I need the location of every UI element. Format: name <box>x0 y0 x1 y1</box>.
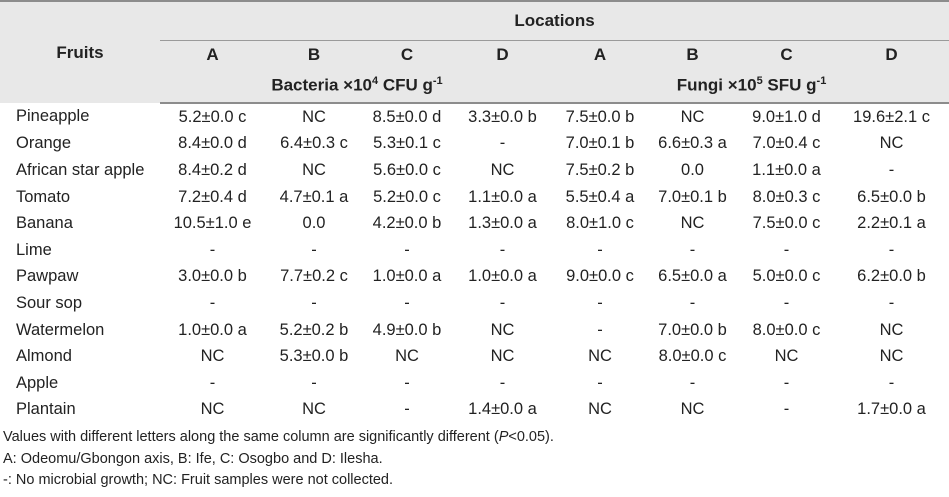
bacteria-value-cell: NC <box>200 347 225 366</box>
fungi-value-cell: 9.0±1.0 d <box>752 107 821 126</box>
bacteria-value-cell: 3.3±0.0 b <box>468 107 537 126</box>
fungi-value-cell: 7.5±0.0 c <box>752 214 821 233</box>
fungi-value-cell: - <box>597 373 603 392</box>
bacteria-value-cell: NC <box>200 400 225 419</box>
bacteria-value-cell: - <box>499 134 506 153</box>
fungi-value-cell: 7.5±0.2 b <box>565 160 635 179</box>
bacteria-value-cell: NC <box>302 160 326 179</box>
fungi-value-cell: 7.0±0.0 b <box>658 320 727 339</box>
bacteria-value-cell: 7.2±0.4 d <box>178 187 247 206</box>
bacteria-value-cell: 8.5±0.0 d <box>372 107 442 126</box>
col-header-fungi-d: D <box>834 41 949 69</box>
bacteria-value-cell: - <box>404 373 410 392</box>
fungi-value-cell: - <box>597 293 603 312</box>
fungi-value-cell: - <box>888 240 895 259</box>
fungi-value-cell: NC <box>879 320 904 339</box>
fungi-value-cell: - <box>689 240 696 259</box>
bacteria-value-cell: 3.0±0.0 b <box>178 267 247 286</box>
bacteria-value-cell: 4.2±0.0 b <box>372 214 442 233</box>
locations-header: Locations <box>160 1 949 41</box>
bacteria-value-cell: - <box>311 293 317 312</box>
table-row <box>0 210 949 237</box>
bacteria-value-cell: 4.9±0.0 b <box>372 320 442 339</box>
bacteria-value-cell: 8.4±0.0 d <box>178 134 247 153</box>
bacteria-group-header: Bacteria $\times 10^4$ CFU $g^{-1}$ <box>160 68 554 103</box>
table-row <box>0 317 949 344</box>
col-header-bacteria-a: A <box>160 41 265 69</box>
bacteria-value-cell: - <box>499 373 506 392</box>
bacteria-value-cell: 7.7±0.2 c <box>280 267 348 286</box>
bacteria-value-cell: - <box>209 373 216 392</box>
fungi-value-cell: - <box>888 373 895 392</box>
col-header-bacteria-c: C <box>363 41 451 69</box>
fruit-name-cell: Plantain <box>16 400 76 419</box>
fruit-name-cell: Banana <box>16 214 73 233</box>
fungi-value-cell: - <box>783 400 790 419</box>
fungi-value-cell: NC <box>680 214 705 233</box>
bacteria-value-cell: NC <box>490 347 515 366</box>
fungi-value-cell: - <box>783 240 790 259</box>
footnote-significance: Values with different letters along the same column are significantly different (P<0.05). <box>3 429 554 445</box>
fungi-value-cell: NC <box>680 107 705 126</box>
fungi-value-cell: 7.0±0.1 b <box>565 134 635 153</box>
fungi-value-cell: 19.6±2.1 c <box>853 107 930 126</box>
fruit-name-cell: Orange <box>16 134 72 153</box>
bacteria-value-cell: 5.3±0.1 c <box>373 134 441 153</box>
col-header-fungi-a: A <box>554 41 646 69</box>
bacteria-value-cell: NC <box>395 347 419 366</box>
bacteria-value-cell: NC <box>302 400 326 419</box>
fungi-value-cell: 8.0±1.0 c <box>566 214 634 233</box>
col-header-fungi-c: C <box>739 41 834 69</box>
bacteria-value-cell: 10.5±1.0 e <box>173 214 252 233</box>
table-row <box>0 264 949 291</box>
bacteria-value-cell: 0.0 <box>302 214 326 233</box>
table-row <box>0 290 949 317</box>
bacteria-value-cell: NC <box>490 320 515 339</box>
bacteria-value-cell: 5.2±0.0 c <box>373 187 441 206</box>
fruit-name-cell: Almond <box>16 347 72 366</box>
fruits-header: Fruits <box>0 1 160 103</box>
fruit-name-cell: Pineapple <box>16 107 90 126</box>
fruit-name-cell: Sour sop <box>16 293 83 312</box>
bacteria-value-cell: 1.1±0.0 a <box>468 187 537 206</box>
table-row <box>0 131 949 158</box>
fungi-value-cell: 7.0±0.4 c <box>752 134 821 153</box>
bacteria-value-cell: 5.3±0.0 b <box>279 347 349 366</box>
fungi-value-cell: 8.0±0.0 c <box>752 320 821 339</box>
table-row <box>0 237 949 264</box>
bacteria-value-cell: - <box>311 373 317 392</box>
bacteria-value-cell: NC <box>302 107 326 126</box>
bacteria-value-cell: 1.0±0.0 a <box>468 267 537 286</box>
fungi-value-cell: 8.0±0.3 c <box>752 187 821 206</box>
bacteria-value-cell: 5.2±0.2 b <box>279 320 349 339</box>
table-row <box>0 343 949 370</box>
col-header-fungi-b: B <box>646 41 739 69</box>
bacteria-value-cell: 1.0±0.0 a <box>178 320 247 339</box>
fungi-value-cell: 6.5±0.0 a <box>658 267 727 286</box>
fungi-value-cell: NC <box>588 400 612 419</box>
bacteria-value-cell: 5.2±0.0 c <box>178 107 247 126</box>
bacteria-value-cell: - <box>499 240 506 259</box>
fungi-value-cell: - <box>689 293 696 312</box>
fungi-value-cell: 1.1±0.0 a <box>752 160 821 179</box>
table-footnotes <box>3 427 554 492</box>
bacteria-value-cell: 4.7±0.1 a <box>279 187 349 206</box>
bacteria-value-cell: 1.4±0.0 a <box>468 400 537 419</box>
table-row <box>0 370 949 397</box>
fungi-value-cell: 0.0 <box>681 160 704 179</box>
fungi-value-cell: - <box>888 160 895 179</box>
bacteria-value-cell: - <box>499 293 506 312</box>
footnote-locations: A: Odeomu/Gbongon axis, B: Ife, C: Osogbo and D: Ilesha. <box>3 450 383 467</box>
bacteria-value-cell: 6.4±0.3 c <box>280 134 348 153</box>
fruit-name-cell: Apple <box>16 373 59 392</box>
fungi-value-cell: 9.0±0.0 c <box>566 267 634 286</box>
table-row <box>0 397 949 424</box>
bacteria-value-cell: - <box>311 240 317 259</box>
bacteria-value-cell: 5.6±0.0 c <box>373 160 441 179</box>
fungi-value-cell: 1.7±0.0 a <box>857 400 926 419</box>
fungi-value-cell: NC <box>680 400 705 419</box>
fungi-value-cell: NC <box>774 347 799 366</box>
col-header-bacteria-b: B <box>265 41 363 69</box>
table-row <box>0 103 949 131</box>
fungi-value-cell: 7.5±0.0 b <box>565 107 635 126</box>
fungi-value-cell: - <box>888 293 895 312</box>
fungi-value-cell: 5.5±0.4 a <box>565 187 635 206</box>
fungi-value-cell: - <box>597 240 603 259</box>
fruit-name-cell: African star apple <box>16 160 145 179</box>
fruit-name-cell: Lime <box>16 240 52 259</box>
fungi-value-cell: 8.0±0.0 c <box>658 347 727 366</box>
fungi-value-cell: 6.6±0.3 a <box>658 134 727 153</box>
fungi-value-cell: NC <box>588 347 612 366</box>
bacteria-value-cell: - <box>209 240 216 259</box>
fruit-name-cell: Watermelon <box>16 320 105 339</box>
table-row <box>0 184 949 211</box>
fungi-value-cell: 6.5±0.0 b <box>857 187 926 206</box>
fungi-value-cell: - <box>689 373 696 392</box>
footnote-legend: -: No microbial growth; NC: Fruit samples were not collected. <box>3 472 394 488</box>
bacteria-value-cell: - <box>404 240 410 259</box>
table-body <box>0 103 949 423</box>
fungi-value-cell: - <box>597 320 603 339</box>
fungi-value-cell: NC <box>879 347 904 366</box>
fruit-name-cell: Tomato <box>16 187 71 206</box>
table-row <box>0 157 949 184</box>
fungi-value-cell: - <box>783 293 790 312</box>
fungi-value-cell: 7.0±0.1 b <box>658 187 727 206</box>
fungi-value-cell: 6.2±0.0 b <box>857 267 926 286</box>
col-header-bacteria-d: D <box>451 41 554 69</box>
bacteria-value-cell: 8.4±0.2 d <box>178 160 247 179</box>
fungi-value-cell: - <box>783 373 790 392</box>
fungi-value-cell: 5.0±0.0 c <box>752 267 821 286</box>
fungi-value-cell: 2.2±0.1 a <box>857 214 926 233</box>
bacteria-value-cell: - <box>209 293 216 312</box>
bacteria-value-cell: - <box>404 400 410 419</box>
bacteria-value-cell: - <box>404 293 410 312</box>
fruit-name-cell: Pawpaw <box>16 267 79 286</box>
fungi-group-header: Fungi $\times 10^5$ SFU $g^{-1}$ <box>554 68 949 103</box>
fungi-value-cell: NC <box>879 134 904 153</box>
bacteria-value-cell: NC <box>490 160 515 179</box>
bacteria-value-cell: 1.3±0.0 a <box>468 214 537 233</box>
bacteria-value-cell: 1.0±0.0 a <box>372 267 442 286</box>
